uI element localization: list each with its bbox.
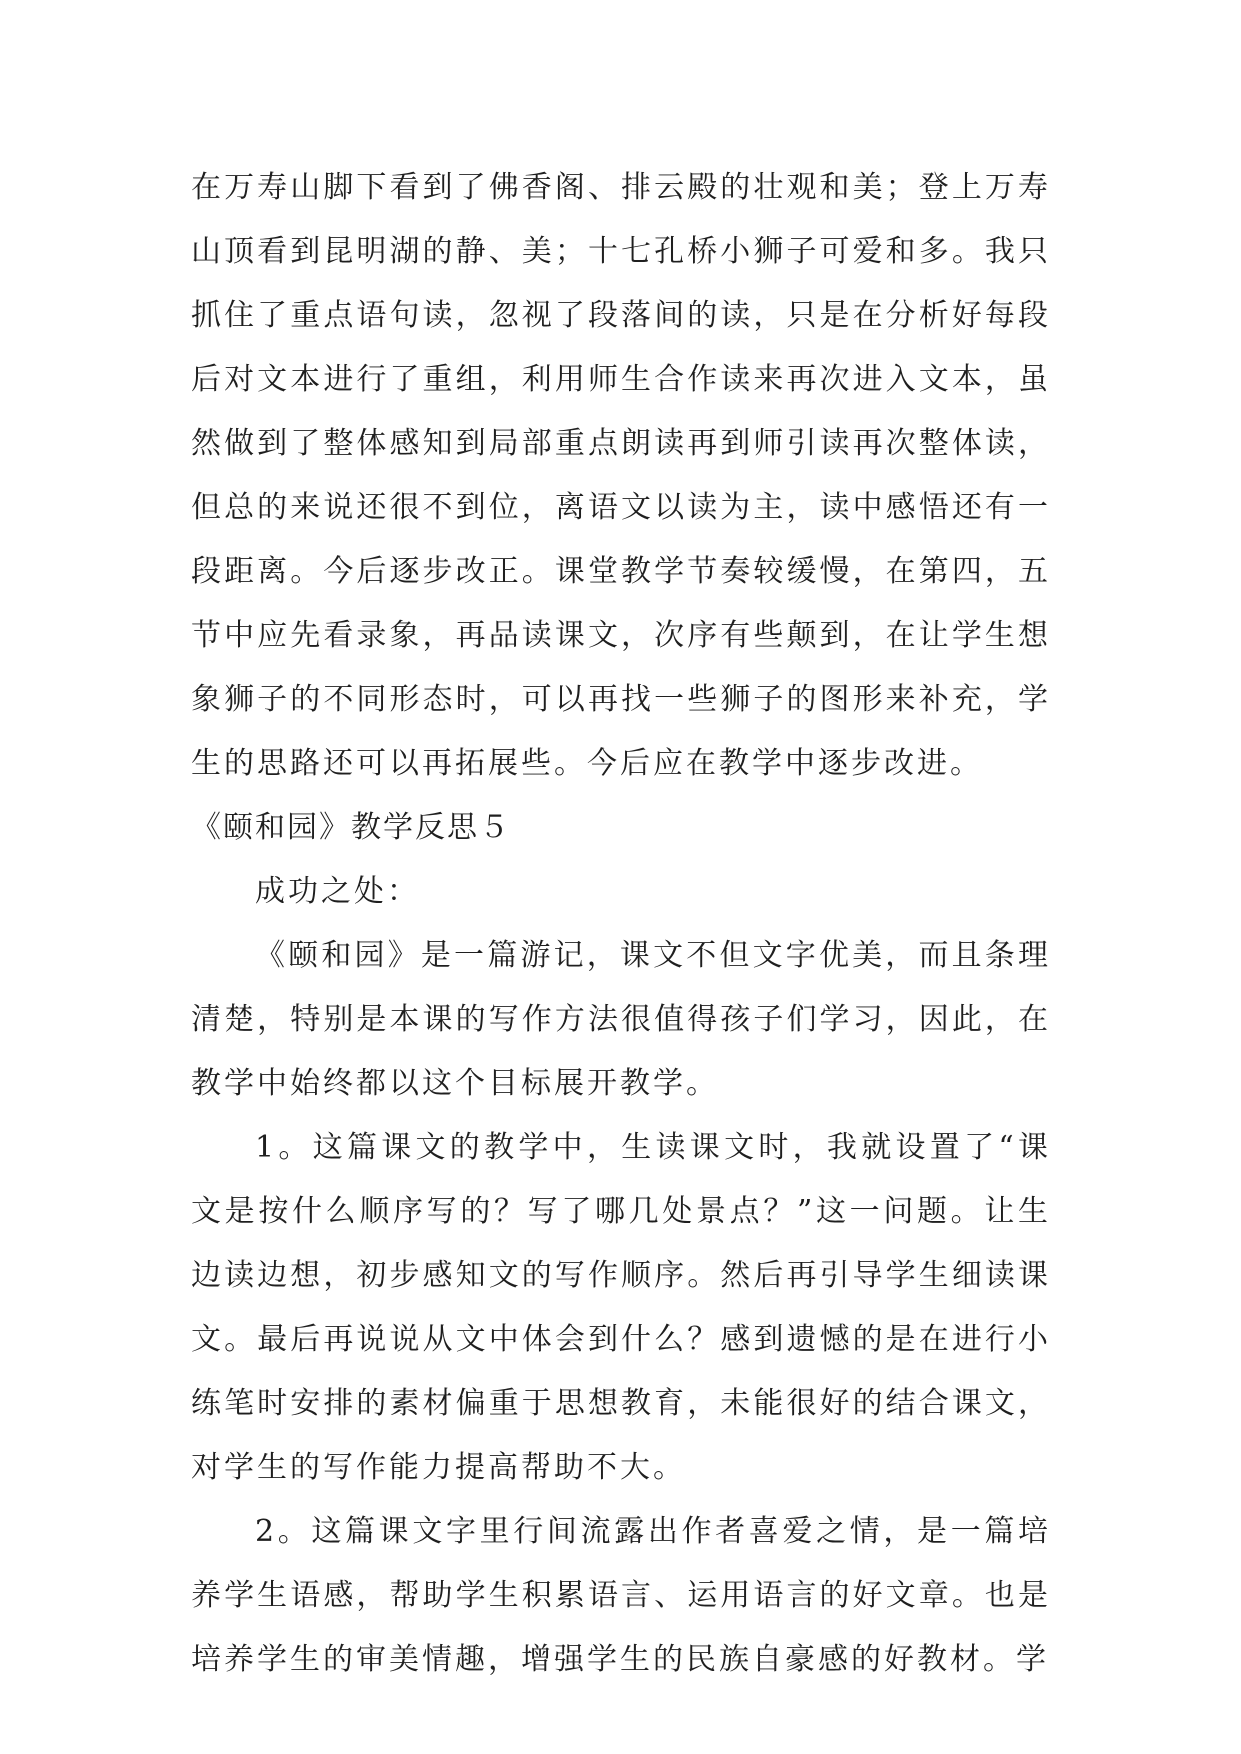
paragraph-intro: 《颐和园》是一篇游记，课文不但文字优美，而且条理清楚，特别是本课的写作方法很值得孩子们学习，因此，在教学中始终都以这个目标展开教学。 xyxy=(191,938,1051,1101)
subheading-success: 成功之处： xyxy=(255,874,420,909)
document-body xyxy=(191,156,1051,1692)
paragraph-continuation: 在万寿山脚下看到了佛香阁、排云殿的壮观和美；登上万寿山顶看到昆明湖的静、美；十七孔桥小狮子可爱和多。我只抓住了重点语句读，忽视了段落间的读，只是在分析好每段后对文本进行了重组，利用师生合作读来再次进入文本，虽然做到了整体感知到局部重点朗读再到师引读再次整体读，但总的来说还很不到位，离语文以读为主，读中感悟还有一段距离。今后逐步改正。课堂教学节奏较缓慢，在第四，五节中应先看录象，再品读课文，次序有些颠到，在让学生想象狮子的不同形态时，可以再找一些狮子的图形来补充，学生的思路还可以再拓展些。今后应在教学中逐步改进。 xyxy=(191,170,1051,781)
section-title: 《颐和园》教学反思５ xyxy=(191,810,511,845)
paragraph-point-2: 2。这篇课文字里行间流露出作者喜爱之情，是一篇培养学生语感，帮助学生积累语言、运用语言的好文章。也是培养学生的审美情趣，增强学生的民族自豪感的好教材。学 xyxy=(191,1514,1051,1677)
paragraph-point-1: 1。这篇课文的教学中，生读课文时，我就设置了“课文是按什么顺序写的？写了哪几处景点？”这一问题。让生边读边想，初步感知文的写作顺序。然后再引导学生细读课文。最后再说说从文中体会到什么？感到遗憾的是在进行小练笔时安排的素材偏重于思想教育，未能很好的结合课文，对学生的写作能力提高帮助不大。 xyxy=(191,1130,1051,1485)
